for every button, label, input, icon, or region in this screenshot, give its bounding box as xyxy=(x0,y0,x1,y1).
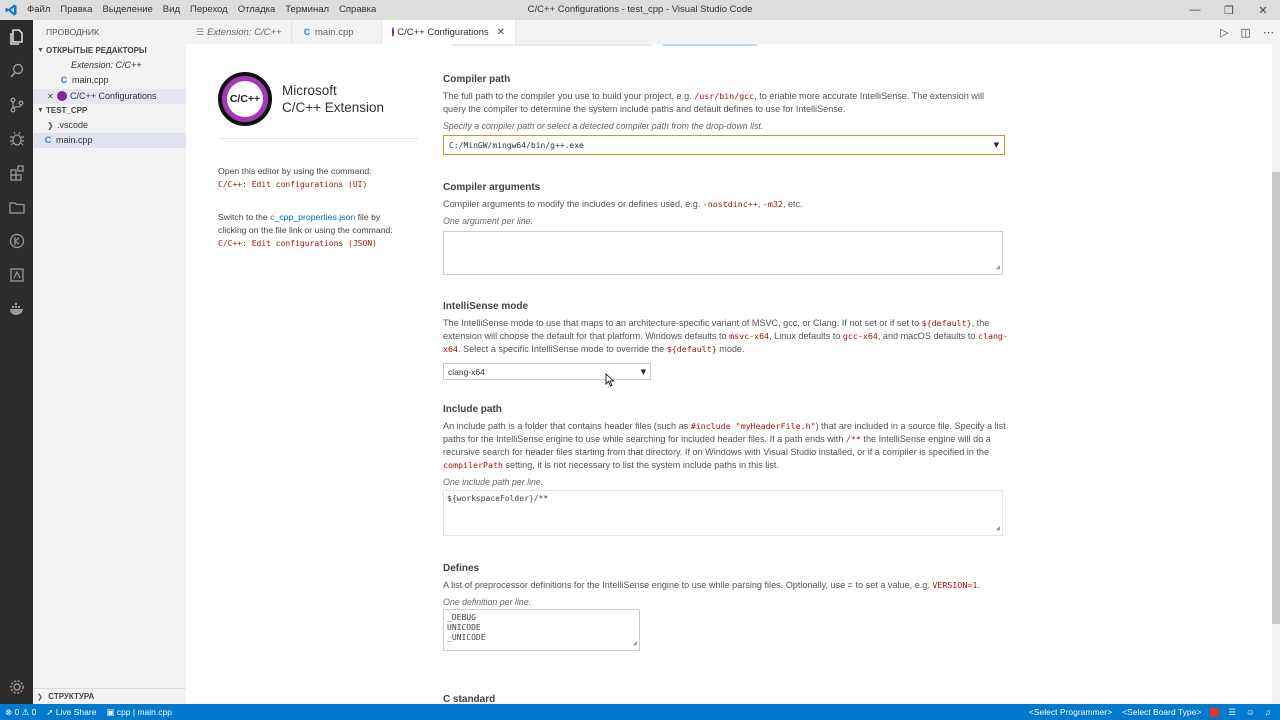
project-status[interactable]: ▣ cpp | main.cpp xyxy=(106,706,172,717)
section-title: Include path xyxy=(443,404,502,415)
live-share-icon: ➚ xyxy=(46,706,56,717)
include-path-textarea[interactable] xyxy=(443,490,1003,536)
tab-label: C/C++ Configurations xyxy=(397,26,489,38)
intellisense-mode-value: clang-x64 xyxy=(448,366,485,377)
section-hint: One argument per line. xyxy=(443,216,533,226)
notifications-bell-icon[interactable]: ♫ xyxy=(1264,707,1271,717)
tab-label: main.cpp xyxy=(315,26,354,38)
structure-header[interactable] xyxy=(33,688,186,704)
cpp-file-icon: C xyxy=(303,27,311,37)
section-hint: One definition per line. xyxy=(443,597,532,607)
include-path-section xyxy=(443,403,1008,536)
defines-textarea[interactable] xyxy=(443,609,640,651)
defines-section xyxy=(443,562,1008,651)
structure-label: СТРУКТУРА xyxy=(48,692,95,701)
folder-status-icon: ▣ xyxy=(106,706,117,717)
remote-explorer-icon[interactable] xyxy=(0,258,33,292)
chevron-down-icon: ▼ xyxy=(37,47,44,54)
divider xyxy=(663,44,757,46)
editor-tabs xyxy=(186,20,1280,44)
debug-icon[interactable] xyxy=(0,122,33,156)
open-command-hint: Open this editor by using the command: C/C++: Edit configurations (UI) xyxy=(218,166,372,189)
divider xyxy=(218,138,418,139)
json-file-link[interactable]: c_cpp_properties.json xyxy=(270,212,356,222)
open-editors-header[interactable] xyxy=(33,44,186,58)
file-item-label: main.cpp xyxy=(56,135,93,146)
settings-gear-icon[interactable] xyxy=(0,670,33,704)
serial-monitor-icon[interactable] xyxy=(1210,708,1219,717)
define-line: UNICODE xyxy=(447,623,481,632)
compiler-path-combobox[interactable] xyxy=(443,135,1005,155)
close-icon[interactable]: ✕ xyxy=(47,91,54,101)
menu-bar xyxy=(22,0,381,20)
resize-handle-icon[interactable]: ◢ xyxy=(995,524,1000,532)
menu-selection[interactable]: Выделение xyxy=(102,4,153,15)
error-icon: ⊗ xyxy=(5,706,15,717)
explorer-sidebar xyxy=(33,20,186,704)
compiler-path-value: C:/MinGW/mingw64/bin/g++.exe xyxy=(449,140,584,150)
feedback-icon[interactable]: ☺ xyxy=(1245,707,1255,717)
live-share-status[interactable]: ➚ Live Share xyxy=(46,706,97,717)
cpp-extension-icon xyxy=(57,91,67,101)
folder-item-label: .vscode xyxy=(57,119,89,130)
chevron-right-icon: ❯ xyxy=(37,694,43,701)
left-info-panel xyxy=(218,72,418,250)
compiler-args-textarea[interactable] xyxy=(443,231,1003,275)
cpp-file-icon: C xyxy=(44,135,52,146)
source-control-icon[interactable] xyxy=(0,88,33,122)
define-line: _UNICODE xyxy=(447,633,486,642)
configurations-editor xyxy=(186,44,1280,704)
sidebar-title: ПРОВОДНИК xyxy=(46,27,99,37)
open-editor-label: C/C++ Configurations xyxy=(70,90,157,101)
intellisense-mode-section xyxy=(443,300,1008,380)
editor-scrollbar[interactable] xyxy=(1272,44,1280,704)
section-description: Compiler arguments to modify the includes or defines used, e.g. -nostdinc++, -m32, etc. xyxy=(443,199,803,209)
scrollbar-thumb[interactable] xyxy=(1272,172,1280,624)
section-title: Compiler path xyxy=(443,74,511,85)
extensions-icon[interactable] xyxy=(0,156,33,190)
menu-terminal[interactable]: Терминал xyxy=(285,4,330,15)
open-editor-label: Extension: C/C++ xyxy=(71,60,142,70)
open-editors-label: ОТКРЫТЫЕ РЕДАКТОРЫ xyxy=(46,46,147,55)
tab-extension[interactable] xyxy=(186,20,292,44)
explorer-icon[interactable] xyxy=(0,20,33,54)
docker-icon[interactable] xyxy=(0,292,33,326)
tab-main-cpp[interactable] xyxy=(292,20,382,44)
folder-item[interactable] xyxy=(33,118,186,133)
switch-json-hint: Switch to the c_cpp_properties.json file by clicking on the file link or using the command: C/C++: Edit configurations (JSON) xyxy=(218,212,393,248)
vscode-logo-icon xyxy=(0,0,22,20)
section-title: Defines xyxy=(443,563,480,574)
define-line: _DEBUG xyxy=(447,613,476,622)
open-editor-item[interactable] xyxy=(33,89,186,104)
activity-bar xyxy=(0,20,33,704)
divider xyxy=(452,44,652,46)
compiler-args-section xyxy=(443,181,1008,275)
section-hint: Specify a compiler path or select a detected compiler path from the drop-down list. xyxy=(443,121,764,131)
resize-handle-icon[interactable]: ◢ xyxy=(632,639,637,647)
window-controls xyxy=(1178,0,1280,20)
close-window-icon[interactable]: ✕ xyxy=(1258,4,1268,17)
tab-label: Extension: C/C++ xyxy=(207,26,282,38)
select-programmer[interactable]: <Select Programmer> xyxy=(1028,707,1113,717)
dropdown-arrow-icon[interactable]: ▼ xyxy=(640,367,646,376)
mouse-cursor-icon xyxy=(605,373,615,387)
open-editor-item[interactable] xyxy=(33,73,186,88)
tab-cpp-configurations[interactable] xyxy=(382,20,516,44)
menu-view[interactable]: Вид xyxy=(162,4,180,15)
resize-handle-icon[interactable]: ◢ xyxy=(995,263,1000,271)
open-editor-label: main.cpp xyxy=(72,75,109,86)
editor-actions xyxy=(1220,20,1274,44)
cpp-extension-icon xyxy=(392,27,394,37)
split-editor-icon[interactable]: ◫ xyxy=(1240,26,1251,39)
brand-name: Microsoft C/C++ Extension xyxy=(282,83,385,115)
intellisense-mode-select[interactable] xyxy=(443,363,651,380)
menu-edit[interactable]: Правка xyxy=(60,4,93,15)
dropdown-arrow-icon[interactable]: ▼ xyxy=(993,141,999,149)
more-actions-icon[interactable]: ⋯ xyxy=(1263,26,1274,39)
select-board[interactable]: <Select Board Type> xyxy=(1122,707,1202,717)
title-bar xyxy=(0,0,1280,20)
next-section-title: C standard xyxy=(443,694,496,704)
status-bar xyxy=(0,704,1280,720)
section-hint: One include path per line. xyxy=(443,477,544,487)
section-description: A list of preprocessor definitions for the IntelliSense engine to use while parsing files. Optionally, use = to set a value, e.g. VERSION=1. xyxy=(443,580,980,590)
section-title: Compiler arguments xyxy=(443,182,541,193)
section-description: The IntelliSense mode to use that maps to an architecture-specific variant of MSVC, gcc, or Clang. If not set or if set to ${default}, the extension will choose the default for that platform. Windows defaults to msvc-x64, Linux defaults to gcc-x64, and macOS defaults to clang-x64. Select a specific IntelliSense mode to override the ${default} mode. xyxy=(443,318,1008,354)
section-title: IntelliSense mode xyxy=(443,301,529,312)
include-path-value: ${workspaceFolder}/** xyxy=(447,494,549,503)
section-description: The full path to the compiler you use to build your project, e.g. /usr/bin/gcc, to enable more accurate IntelliSense. The extension will query the compiler to determine the system include paths and default defines to use for IntelliSense. xyxy=(443,91,985,114)
menu-debug[interactable]: Отладка xyxy=(237,4,276,15)
menu-help[interactable]: Справка xyxy=(339,4,377,15)
folder-header[interactable] xyxy=(33,104,186,118)
menu-file[interactable]: Файл xyxy=(27,4,51,15)
window-title: C/C++ Configurations - test_cpp - Visual Studio Code xyxy=(527,4,753,15)
gitlens-icon[interactable] xyxy=(0,224,33,258)
restore-icon[interactable]: ❐ xyxy=(1224,4,1234,17)
extension-tab-icon: ☰ xyxy=(196,26,205,37)
list-icon[interactable]: ☰ xyxy=(1228,706,1236,717)
cpp-file-icon: C xyxy=(60,75,68,86)
section-description: An include path is a folder that contains header files (such as #include "myHeaderFile.h") that are included in a source file. Specify a list paths for the IntelliSense engine to use while searching for included header files. If a path ends with /** the IntelliSense engine will do a recursive search for header files starting from that directory. If on Windows with Visual Studio installed, or if a compiler is specified in the compilerPath setting, it is not necessary to list the system include paths in this list. xyxy=(443,421,1006,470)
folder-icon[interactable] xyxy=(0,190,33,224)
tab-close-icon[interactable]: ✕ xyxy=(496,26,505,38)
compiler-path-section xyxy=(443,73,1008,155)
open-editor-item[interactable] xyxy=(33,58,186,73)
file-item[interactable] xyxy=(33,133,186,148)
folder-label: TEST_CPP xyxy=(46,105,88,115)
status-right xyxy=(1024,704,1276,720)
run-icon[interactable]: ▷ xyxy=(1220,26,1229,39)
menu-go[interactable]: Переход xyxy=(189,4,228,15)
problems-status[interactable]: ⊗ 0 ⚠ 0 xyxy=(5,706,37,717)
chevron-right-icon: ❯ xyxy=(47,120,54,130)
chevron-down-icon: ▼ xyxy=(37,106,44,114)
minimize-icon[interactable]: — xyxy=(1189,4,1201,16)
search-icon[interactable] xyxy=(0,54,33,88)
cpp-logo-icon: C/C++ xyxy=(218,72,272,126)
warning-icon: ⚠ xyxy=(19,706,32,717)
